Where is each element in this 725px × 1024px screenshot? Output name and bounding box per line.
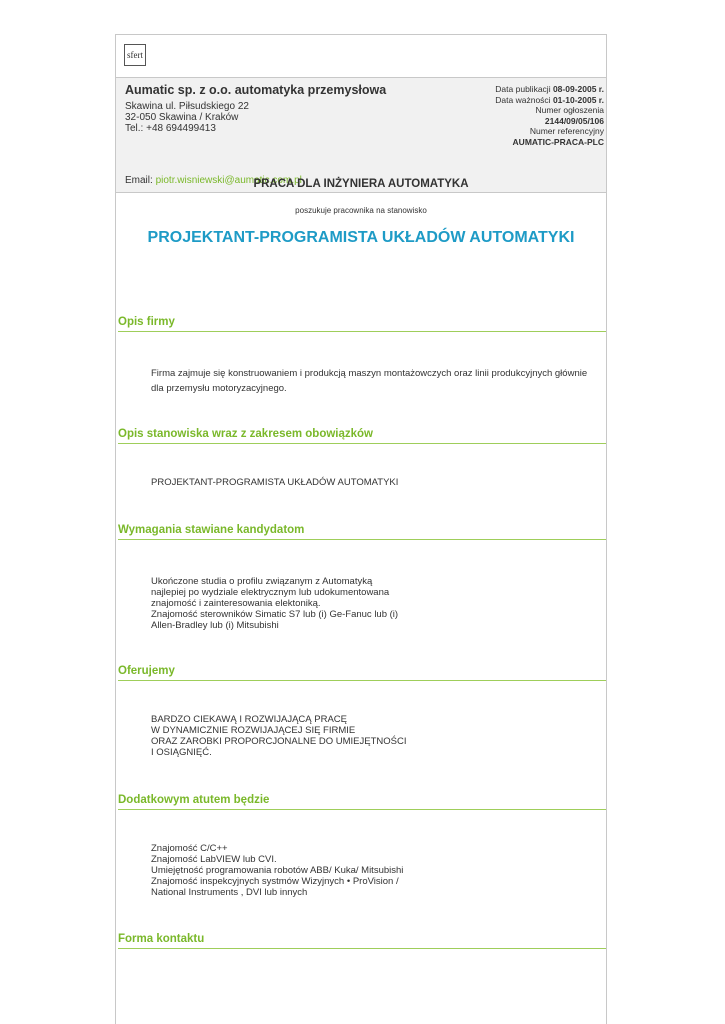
body-line: Znajomość C/C++ xyxy=(151,843,228,854)
section-title-company: Opis firmy xyxy=(118,316,606,332)
ref-number-value: AUMATIC-PRACA-PLC xyxy=(512,136,604,147)
section-title-bonus: Dodatkowym atutem będzie xyxy=(118,794,606,810)
body-line: Firma zajmuje się konstruowaniem i produkcją maszyn montażowczych oraz linii produkcyjnych głównie xyxy=(151,368,588,379)
ad-number-label: Numer ogłoszenia xyxy=(535,105,604,115)
body-line: Umiejętność programowania robotów ABB/ Kuka/ Mitsubishi xyxy=(151,865,404,876)
body-line: Znajomość inspekcyjnych systmów Wizyjnych • ProVision / xyxy=(151,876,399,887)
body-line: W DYNAMICZNIE ROZWIJAJĄCEJ SIĘ FIRMIE xyxy=(151,725,356,736)
validity-date-value: 01-10-2005 r. xyxy=(552,94,604,105)
body-line: Allen-Bradley lub (i) Mitsubishi xyxy=(151,620,279,631)
body-line: znajomość i zainteresowania elektoniką. xyxy=(151,598,321,609)
body-line: Znajomość sterowników Simatic S7 lub (i) Ge-Fanuc lub (i) xyxy=(151,609,399,620)
validity-date xyxy=(444,95,604,106)
offer-metadata xyxy=(444,84,604,147)
section-title-contact: Forma kontaktu xyxy=(118,933,606,949)
portal-logo: sfert xyxy=(124,44,146,66)
body-line: najlepiej po wydziale elektrycznym lub udokumentowana xyxy=(151,587,390,598)
body-line: dla przemysłu motoryzacyjnego. xyxy=(151,383,287,394)
section-body-position xyxy=(151,477,599,488)
validity-date-label: Data ważności xyxy=(495,94,551,105)
body-line: BARDZO CIEKAWĄ I ROZWIJAJĄCĄ PRACĘ xyxy=(151,714,348,725)
body-line: ORAZ ZAROBKI PROPORCJONALNE DO UMIEJĘTNOŚCI xyxy=(151,736,407,747)
publication-date xyxy=(444,84,604,95)
section-title-position: Opis stanowiska wraz z zakresem obowiązków xyxy=(118,428,606,444)
body-line: PROJEKTANT-PROGRAMISTA UKŁADÓW AUTOMATYKI xyxy=(151,477,399,488)
section-title-requirements: Wymagania stawiane kandydatom xyxy=(118,524,606,540)
section-body-offer xyxy=(151,714,599,758)
company-email-link[interactable]: piotr.wisniewski@aumatic.com.pl xyxy=(155,175,302,186)
job-heading: PRACA DLA INŻYNIERA AUTOMATYKA xyxy=(253,178,469,190)
email-label: Email: xyxy=(125,175,153,186)
seeking-text: poszukuje pracownika na stanowisko xyxy=(295,206,427,215)
ad-number-value: 2144/09/05/106 xyxy=(544,115,604,126)
publication-date-label: Data publikacji xyxy=(495,84,551,94)
section-body-requirements xyxy=(151,576,599,631)
section-body-bonus xyxy=(151,843,599,898)
body-line: Znajomość LabVIEW lub CVI. xyxy=(151,854,277,865)
company-city: 32-050 Skawina / Kraków xyxy=(125,112,239,123)
position-title: PROJEKTANT-PROGRAMISTA UKŁADÓW AUTOMATYKI xyxy=(147,229,575,246)
job-offer-document xyxy=(115,34,607,1024)
section-body-company xyxy=(151,366,599,396)
body-line: Ukończone studia o profilu związanym z Automatyką xyxy=(151,576,373,587)
section-title-offer: Oferujemy xyxy=(118,665,606,681)
body-line: National Instruments , DVI lub innych xyxy=(151,887,308,898)
company-street: Skawina ul. Piłsudskiego 22 xyxy=(125,101,249,112)
company-phone: Tel.: +48 694499413 xyxy=(125,123,216,134)
publication-date-value: 08-09-2005 r. xyxy=(552,84,604,94)
company-name: Aumatic sp. z o.o. automatyka przemysłowa xyxy=(125,83,387,97)
company-header xyxy=(116,77,606,193)
body-line: I OSIĄGNIĘĆ. xyxy=(151,747,212,758)
ref-number-label: Numer referencyjny xyxy=(529,126,604,136)
